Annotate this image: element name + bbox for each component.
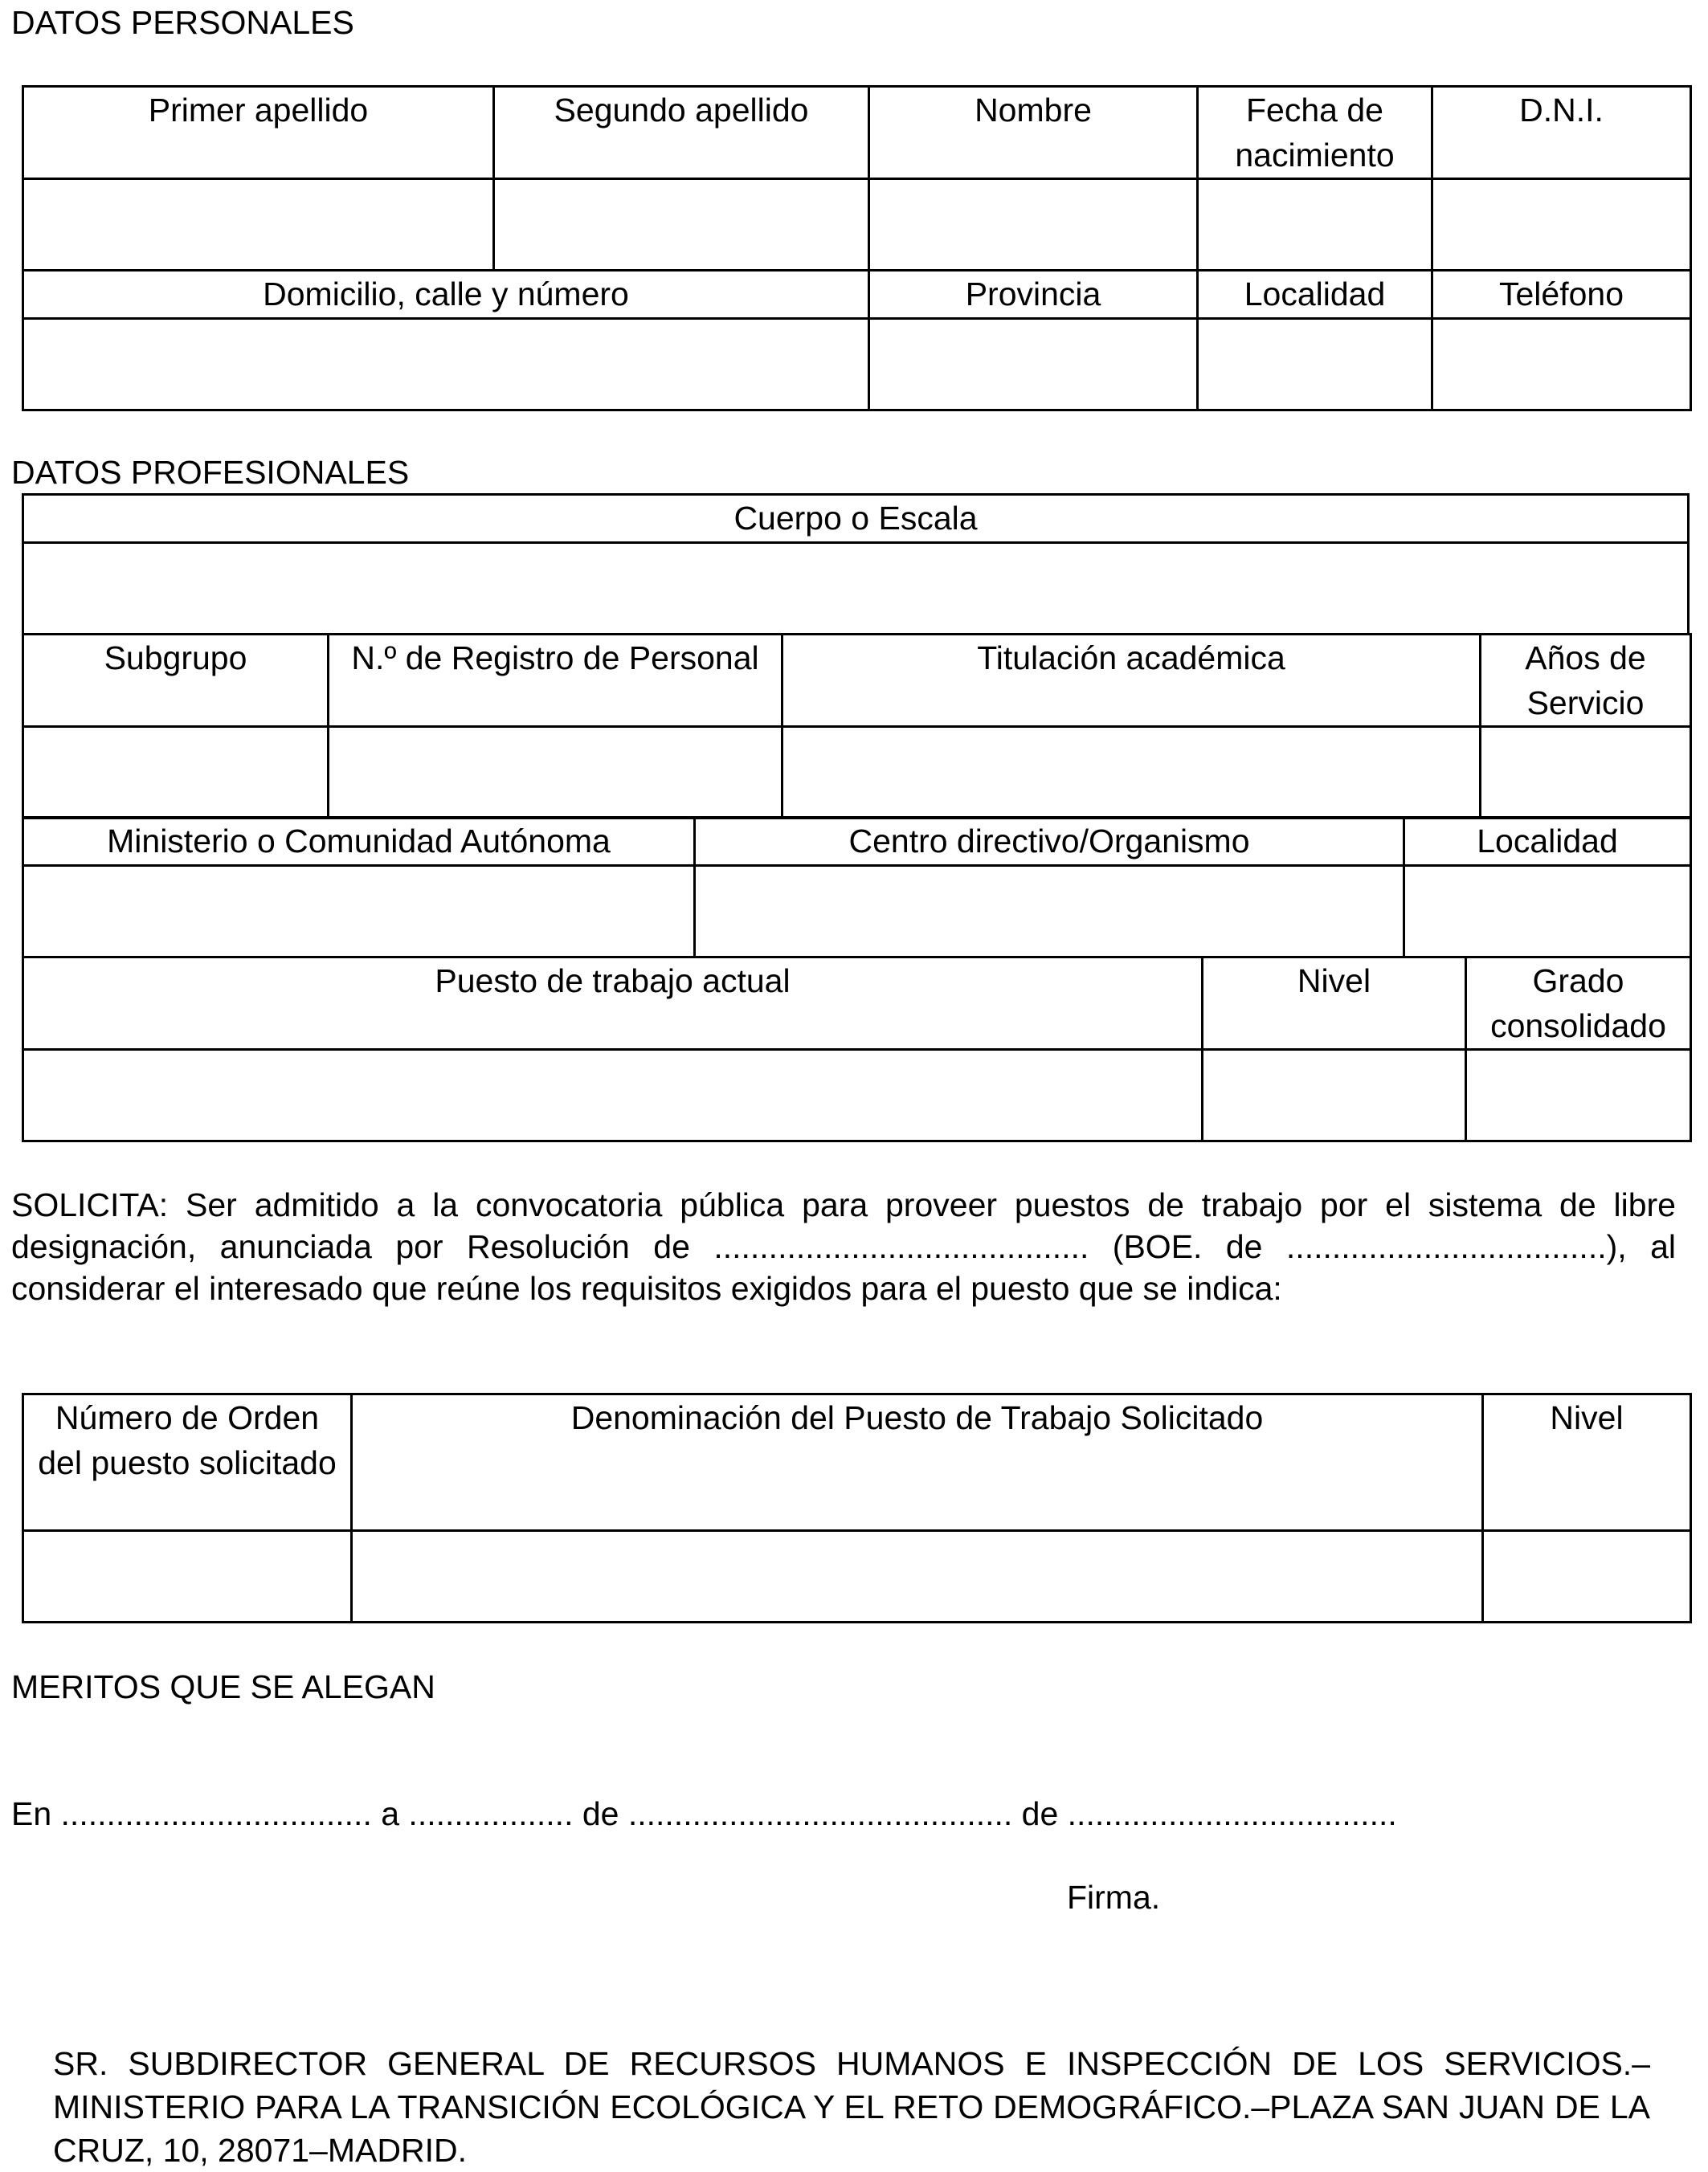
addressee-block: SR. SUBDIRECTOR GENERAL DE RECURSOS HUMANOS E INSPECCIÓN DE LOS SERVICIOS.–MINISTERIO PARA LA TRANSICIÓN ECOLÓGICA Y EL RETO DEMOGRÁFICO.–PLAZA SAN JUAN DE LA CRUZ, 10, 28071–MADRID.	[53, 2045, 1650, 2169]
header-registro-personal: N.º de Registro de Personal	[329, 635, 782, 727]
header-segundo-apellido: Segundo apellido	[494, 87, 869, 179]
solicita-paragraph: SOLICITA: Ser admitido a la convocatoria pública para proveer puestos de trabajo por el sistema de libre designación, anunciada por Resolución de ......................................... (BOE. de ...................................), al considerar el interesado que reúne los requisitos exigidos para el puesto que se indica:	[11, 1186, 1676, 1307]
field-titulacion[interactable]	[782, 727, 1481, 819]
header-titulacion: Titulación académica	[782, 635, 1481, 727]
field-localidad[interactable]	[1198, 319, 1432, 410]
header-puesto-actual: Puesto de trabajo actual	[23, 957, 1203, 1050]
header-localidad: Localidad	[1198, 271, 1432, 319]
section-title-merits: MERITOS QUE SE ALEGAN	[11, 1668, 435, 1705]
header-centro-directivo: Centro directivo/Organismo	[695, 818, 1404, 866]
header-subgrupo: Subgrupo	[23, 635, 329, 727]
header-grado-consolidado: Grado consolidado	[1466, 957, 1691, 1050]
field-localidad-prof[interactable]	[1404, 866, 1691, 957]
personal-data-table	[22, 85, 1692, 411]
header-cuerpo-escala: Cuerpo o Escala	[23, 495, 1689, 543]
header-fecha-nacimiento: Fecha de nacimiento	[1198, 87, 1432, 179]
header-domicilio: Domicilio, calle y número	[23, 271, 869, 319]
signature-label: Firma.	[1067, 1879, 1161, 1916]
field-registro-personal[interactable]	[329, 727, 782, 819]
field-nombre[interactable]	[869, 179, 1198, 271]
professional-subgrupo-table	[22, 633, 1692, 819]
field-fecha-nacimiento[interactable]	[1198, 179, 1432, 271]
field-provincia[interactable]	[869, 319, 1198, 410]
professional-cuerpo-table	[22, 493, 1690, 635]
header-primer-apellido: Primer apellido	[23, 87, 494, 179]
section-title-professional: DATOS PROFESIONALES	[11, 454, 410, 491]
section-title-personal: DATOS PERSONALES	[11, 4, 354, 41]
field-numero-orden[interactable]	[23, 1531, 352, 1623]
field-nivel[interactable]	[1203, 1050, 1466, 1141]
field-cuerpo-escala[interactable]	[23, 543, 1689, 635]
field-dni[interactable]	[1432, 179, 1691, 271]
field-subgrupo[interactable]	[23, 727, 329, 819]
header-ministerio: Ministerio o Comunidad Autónoma	[23, 818, 695, 866]
place-date-line: En .................................. a .................. de .......................................... de ....................................	[11, 1795, 1397, 1832]
header-telefono: Teléfono	[1432, 271, 1691, 319]
field-domicilio[interactable]	[23, 319, 869, 410]
header-nivel-solicitado: Nivel	[1483, 1394, 1691, 1531]
field-puesto-actual[interactable]	[23, 1050, 1203, 1141]
field-nivel-solicitado[interactable]	[1483, 1531, 1691, 1623]
field-segundo-apellido[interactable]	[494, 179, 869, 271]
field-centro-directivo[interactable]	[695, 866, 1404, 957]
field-telefono[interactable]	[1432, 319, 1691, 410]
header-numero-orden: Número de Orden del puesto solicitado	[23, 1394, 352, 1531]
field-anos-servicio[interactable]	[1481, 727, 1691, 819]
professional-ministerio-table	[22, 816, 1692, 958]
header-nivel: Nivel	[1203, 957, 1466, 1050]
requested-position-table	[22, 1393, 1692, 1623]
field-grado-consolidado[interactable]	[1466, 1050, 1691, 1141]
professional-puesto-table	[22, 956, 1692, 1142]
header-anos-servicio: Años de Servicio	[1481, 635, 1691, 727]
field-primer-apellido[interactable]	[23, 179, 494, 271]
header-nombre: Nombre	[869, 87, 1198, 179]
header-provincia: Provincia	[869, 271, 1198, 319]
header-localidad-prof: Localidad	[1404, 818, 1691, 866]
field-ministerio[interactable]	[23, 866, 695, 957]
header-denominacion-puesto: Denominación del Puesto de Trabajo Solicitado	[352, 1394, 1483, 1531]
field-denominacion-puesto[interactable]	[352, 1531, 1483, 1623]
header-dni: D.N.I.	[1432, 87, 1691, 179]
